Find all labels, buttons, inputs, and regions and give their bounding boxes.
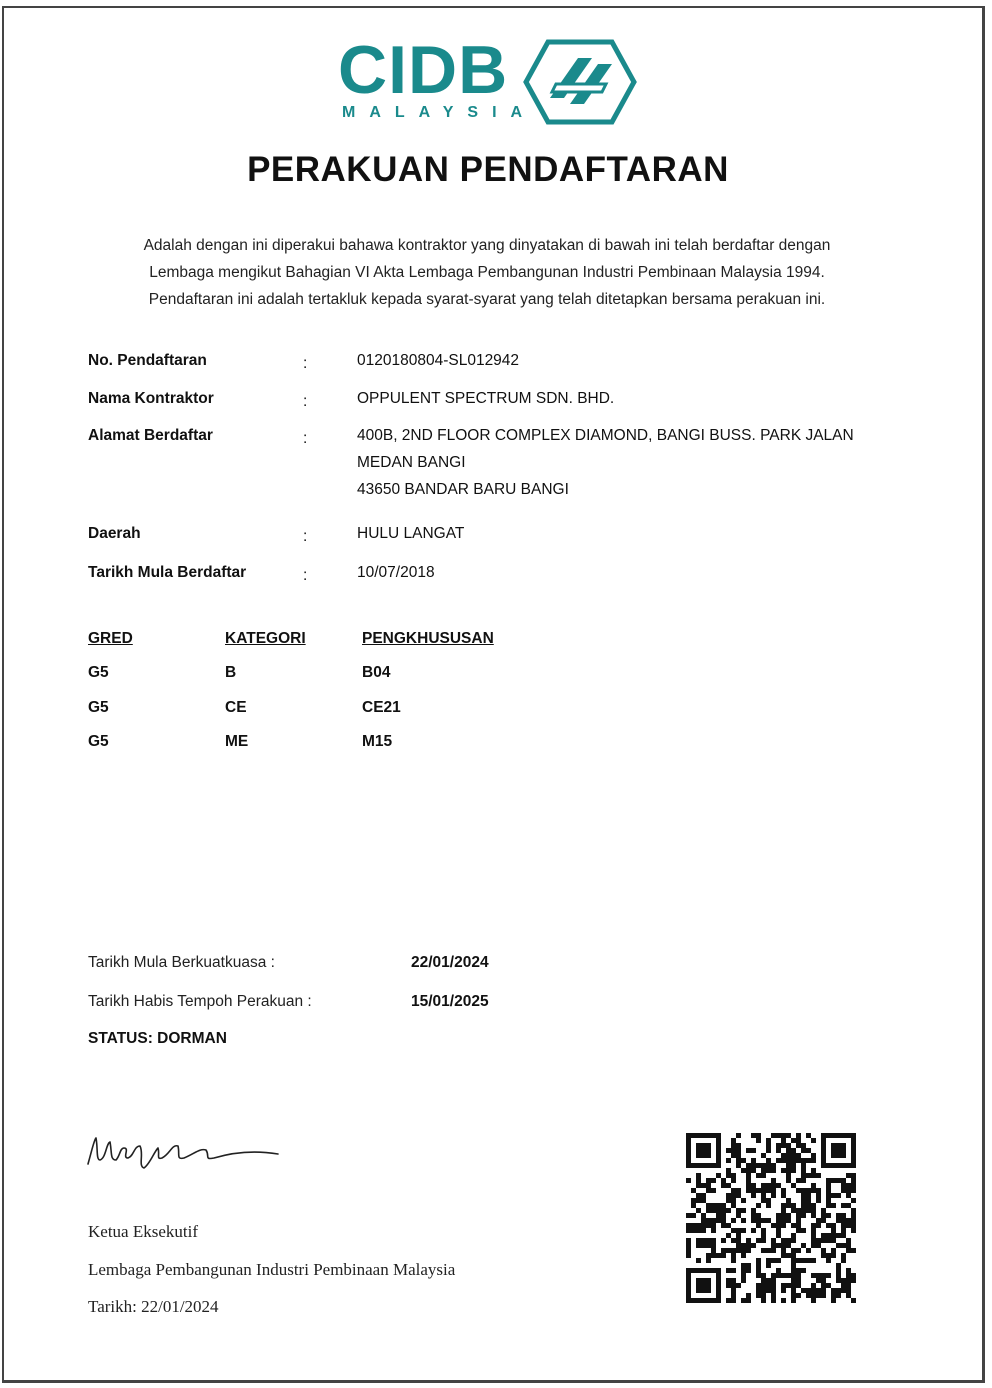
signature-date: Tarikh: 22/01/2024 [88,1297,219,1316]
table-cell-grade: G5 [88,699,109,716]
table-cell-specialisation: B04 [362,664,391,681]
signature-image [84,1130,284,1174]
table-cell-category: B [225,664,237,681]
qr-code[interactable] [686,1133,856,1303]
table-cell-category: CE [225,699,247,716]
expiry-date-label: Tarikh Habis Tempoh Perakuan : [88,993,312,1010]
district-label: Daerah [88,525,141,542]
cidb-logo-icon [520,38,638,126]
table-cell-specialisation: CE21 [362,699,401,716]
table-cell-grade: G5 [88,733,109,750]
signatory-organisation: Lembaga Pembangunan Industri Pembinaan Malaysia [88,1260,456,1279]
registration-number-label: No. Pendaftaran [88,352,207,369]
separator: : [303,355,308,372]
registration-start-value: 10/07/2018 [357,564,435,581]
separator: : [303,528,308,545]
district-value: HULU LANGAT [357,525,465,542]
page-title: PERAKUAN PENDAFTARAN [247,150,729,189]
intro-line-2: Lembaga mengikut Bahagian VI Akta Lembaga Pembangunan Industri Pembinaan Malaysia 1994. [149,264,825,281]
separator: : [303,567,308,584]
table-cell-grade: G5 [88,664,109,681]
registration-start-label: Tarikh Mula Berdaftar [88,564,247,581]
category-header: KATEGORI [225,630,306,647]
contractor-name-label: Nama Kontraktor [88,390,214,407]
intro-line-3: Pendaftaran ini adalah tertakluk kepada syarat-syarat yang telah ditetapkan bersama perakuan ini. [148,291,826,308]
cidb-logo-text: CIDB [338,32,509,108]
grade-header: GRED [88,630,133,647]
address-line-1: 400B, 2ND FLOOR COMPLEX DIAMOND, BANGI BUSS. PARK JALAN [357,427,854,444]
signatory-position: Ketua Eksekutif [88,1222,198,1241]
separator: : [303,393,308,410]
cidb-logo-subtext: MALAYSIA [342,104,537,121]
intro-line-1: Adalah dengan ini diperakui bahawa kontraktor yang dinyatakan di bawah ini telah berdaftar dengan [143,237,831,254]
table-cell-specialisation: M15 [362,733,393,750]
address-line-3: 43650 BANDAR BARU BANGI [357,481,569,498]
address-line-2: MEDAN BANGI [357,454,466,471]
specialisation-header: PENGKHUSUSAN [362,630,494,647]
effective-date-label: Tarikh Mula Berkuatkuasa : [88,954,275,971]
registration-number-value: 0120180804-SL012942 [357,352,520,369]
intro-paragraph [84,232,890,313]
separator: : [303,430,308,447]
address-label: Alamat Berdaftar [88,427,213,444]
expiry-date-value: 15/01/2025 [411,993,489,1010]
status-text: STATUS: DORMAN [88,1030,227,1047]
contractor-name-value: OPPULENT SPECTRUM SDN. BHD. [357,390,615,407]
table-cell-category: ME [225,733,249,750]
effective-date-value: 22/01/2024 [411,954,489,971]
